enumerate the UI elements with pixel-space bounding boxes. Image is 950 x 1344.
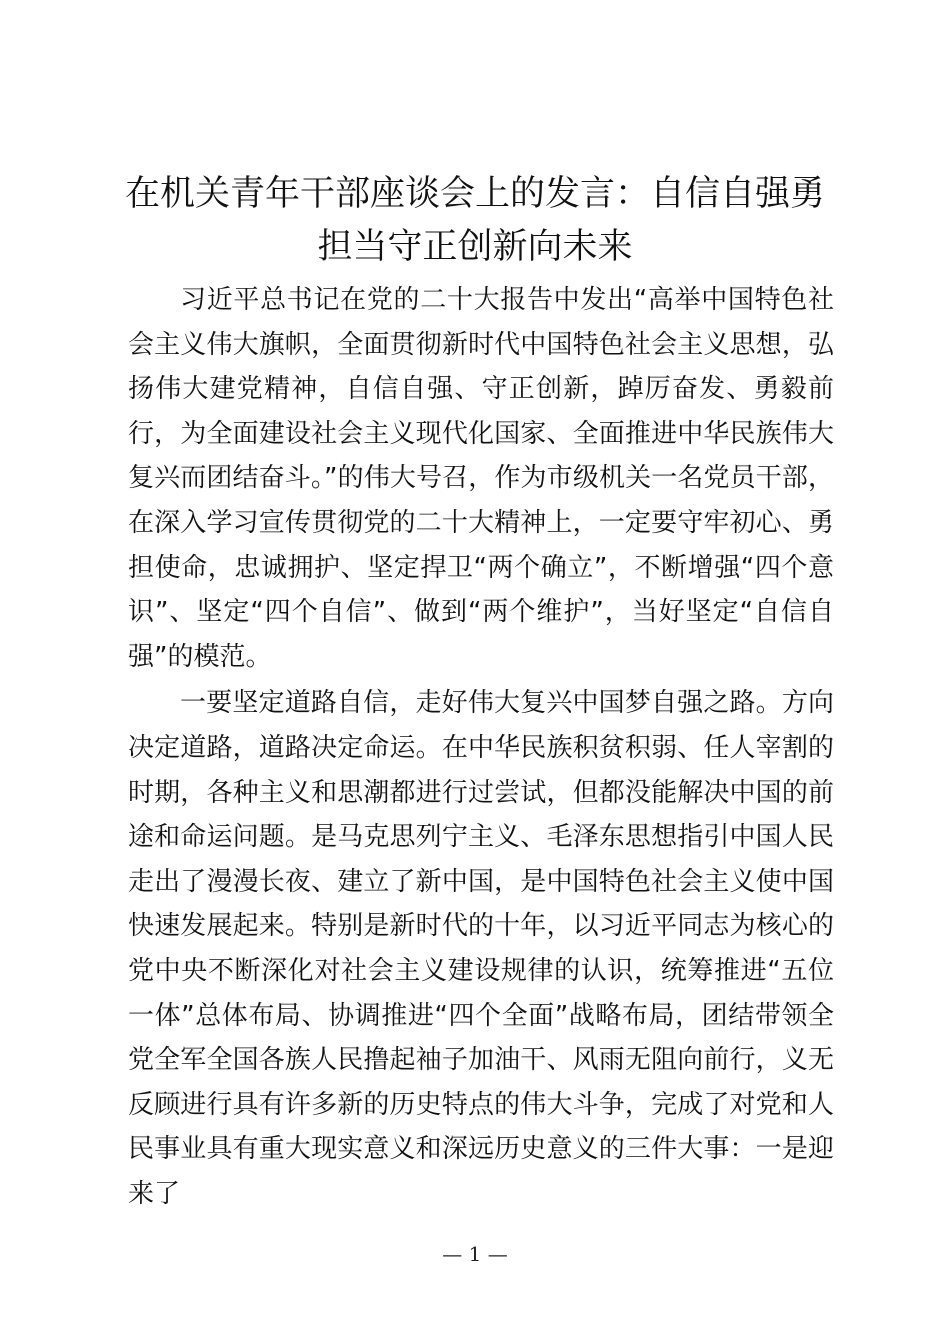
page-number: — 1 —: [442, 1242, 508, 1266]
document-title: 在机关青年干部座谈会上的发言：自信自强勇担当守正创新向未来: [124, 174, 825, 267]
document-body: [128, 278, 834, 1216]
paragraph: 一要坚定道路自信，走好伟大复兴中国梦自强之路。方向决定道路，道路决定命运。在中华民族积贫积弱、任人宰割的时期，各种主义和思潮都进行过尝试，但都没能解决中国的前途和命运问题。是马克思列宁主义、毛泽东思想指引中国人民走出了漫漫长夜、建立了新中国，是中国特色社会主义使中国快速发展起来。特别是新时代的十年，以习近平同志为核心的党中央不断深化对社会主义建设规律的认识，统筹推进“五位一体”总体布局、协调推进“四个全面”战略布局，团结带领全党全军全国各族人民撸起袖子加油干、风雨无阻向前行，义无反顾进行具有许多新的历史特点的伟大斗争，完成了对党和人民事业具有重大现实意义和深远历史意义的三件大事：一是迎来了: [128, 688, 834, 1209]
paragraph: 习近平总书记在党的二十大报告中发出“高举中国特色社会主义伟大旗帜，全面贯彻新时代中国特色社会主义思想，弘扬伟大建党精神，自信自强、守正创新，踔厉奋发、勇毅前行，为全面建设社会主义现代化国家、全面推进中华民族伟大复兴而团结奋斗。”的伟大号召，作为市级机关一名党员干部，在深入学习宣传贯彻党的二十大精神上，一定要守牢初心、勇担使命，忠诚拥护、坚定捍卫“两个确立”，不断增强“四个意识”、坚定“四个自信”、做到“两个维护”，当好坚定“自信自强”的模范。: [128, 285, 834, 672]
